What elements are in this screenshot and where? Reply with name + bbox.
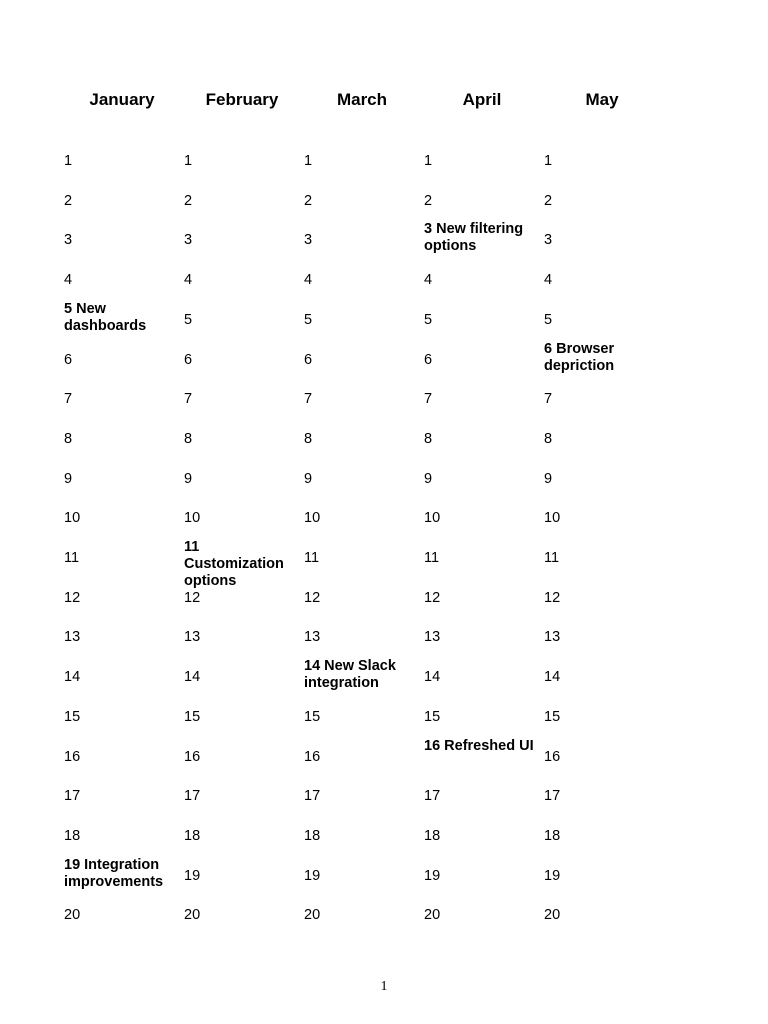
day-number: 14 [544, 669, 561, 686]
day-number: 12 [184, 589, 201, 606]
day-number: 9 [304, 470, 313, 487]
event-entry: 11 Customization options [184, 539, 284, 589]
day-number: 14 [64, 669, 81, 686]
day-number: 4 [544, 272, 553, 289]
day-number: 11 [304, 550, 320, 566]
day-number: 10 [64, 510, 81, 527]
day-number: 18 [304, 827, 321, 844]
day-number: 1 [424, 153, 433, 169]
day-number: 6 [64, 351, 73, 368]
day-number: 3 [544, 232, 553, 249]
day-number: 16 [544, 748, 561, 765]
day-number: 6 [304, 351, 313, 368]
day-number: 6 [184, 351, 193, 368]
event-entry: 6 Browser depriction [544, 340, 615, 374]
day-number: 2 [304, 192, 313, 209]
day-number: 13 [424, 629, 441, 646]
event-entry: 14 New Slack integration [304, 658, 396, 692]
day-number: 13 [304, 629, 321, 646]
month-header-march: March [336, 90, 388, 109]
day-number: 20 [184, 907, 201, 924]
day-number: 1 [544, 153, 553, 169]
day-number: 6 [424, 351, 433, 368]
day-number: 20 [304, 907, 321, 924]
day-number: 18 [424, 827, 441, 844]
day-number: 15 [424, 708, 441, 725]
day-number: 9 [64, 470, 73, 487]
day-number: 17 [424, 788, 441, 805]
day-number: 1 [64, 153, 73, 169]
day-number: 18 [544, 827, 561, 844]
day-number: 19 [184, 867, 201, 884]
page-number: 1 [380, 979, 388, 994]
day-number: 19 [304, 867, 321, 884]
day-number: 3 [184, 232, 193, 249]
day-number: 2 [184, 192, 193, 209]
day-number: 12 [424, 589, 441, 606]
day-number: 7 [64, 391, 73, 408]
day-number: 9 [184, 470, 193, 487]
day-number: 5 [424, 311, 433, 328]
day-number: 17 [304, 788, 321, 805]
day-number: 11 [544, 550, 560, 566]
day-number: 16 [64, 748, 81, 765]
day-number: 10 [184, 510, 201, 527]
day-number: 10 [304, 510, 321, 527]
day-number: 14 [184, 669, 201, 686]
day-number: 7 [304, 391, 313, 408]
day-number: 15 [184, 708, 201, 725]
day-number: 5 [304, 311, 313, 328]
day-number: 10 [544, 510, 561, 527]
day-number: 9 [424, 470, 433, 487]
day-number: 7 [544, 391, 553, 408]
day-number: 13 [544, 629, 561, 646]
day-number: 19 [424, 867, 441, 884]
day-number: 9 [544, 470, 553, 487]
day-number: 1 [304, 153, 313, 169]
day-number: 11 [64, 550, 80, 566]
day-number: 3 [304, 232, 313, 249]
day-number: 4 [184, 272, 193, 289]
day-number: 20 [424, 907, 441, 924]
day-number: 3 [64, 232, 73, 249]
day-number: 15 [304, 708, 321, 725]
day-number: 19 [544, 867, 561, 884]
event-entry: 16 Refreshed UI [424, 737, 534, 754]
month-header-april: April [462, 90, 502, 109]
day-number: 15 [544, 708, 561, 725]
day-number: 8 [544, 430, 553, 447]
day-number: 12 [544, 589, 561, 606]
day-number: 8 [184, 430, 193, 447]
day-number: 16 [184, 748, 201, 765]
day-number: 2 [544, 192, 553, 209]
day-number: 20 [64, 907, 81, 924]
day-number: 17 [544, 788, 561, 805]
day-number: 16 [304, 748, 321, 765]
event-entry: 19 Integration improvements [64, 856, 164, 890]
day-number: 14 [424, 669, 441, 686]
event-entry: 3 New filtering options [424, 221, 524, 255]
day-number: 4 [424, 272, 433, 289]
day-number: 5 [184, 311, 193, 328]
day-number: 7 [424, 391, 433, 408]
event-entry: 5 New dashboards [64, 300, 147, 334]
day-number: 4 [304, 272, 313, 289]
day-number: 13 [184, 629, 201, 646]
day-number: 7 [184, 391, 193, 408]
day-number: 11 [424, 550, 440, 566]
day-number: 8 [64, 430, 73, 447]
day-number: 17 [184, 788, 201, 805]
day-number: 1 [184, 153, 193, 169]
day-number: 2 [424, 192, 433, 209]
day-number: 12 [64, 589, 81, 606]
day-number: 18 [184, 827, 201, 844]
day-number: 17 [64, 788, 81, 805]
month-header-february: February [205, 90, 279, 109]
day-number: 8 [424, 430, 433, 447]
day-number: 2 [64, 192, 73, 209]
month-header-may: May [585, 90, 619, 109]
month-header-january: January [89, 90, 155, 109]
day-number: 12 [304, 589, 321, 606]
day-number: 5 [544, 311, 553, 328]
day-number: 8 [304, 430, 313, 447]
day-number: 13 [64, 629, 81, 646]
day-number: 15 [64, 708, 81, 725]
day-number: 10 [424, 510, 441, 527]
day-number: 4 [64, 272, 73, 289]
day-number: 18 [64, 827, 81, 844]
day-number: 20 [544, 907, 561, 924]
